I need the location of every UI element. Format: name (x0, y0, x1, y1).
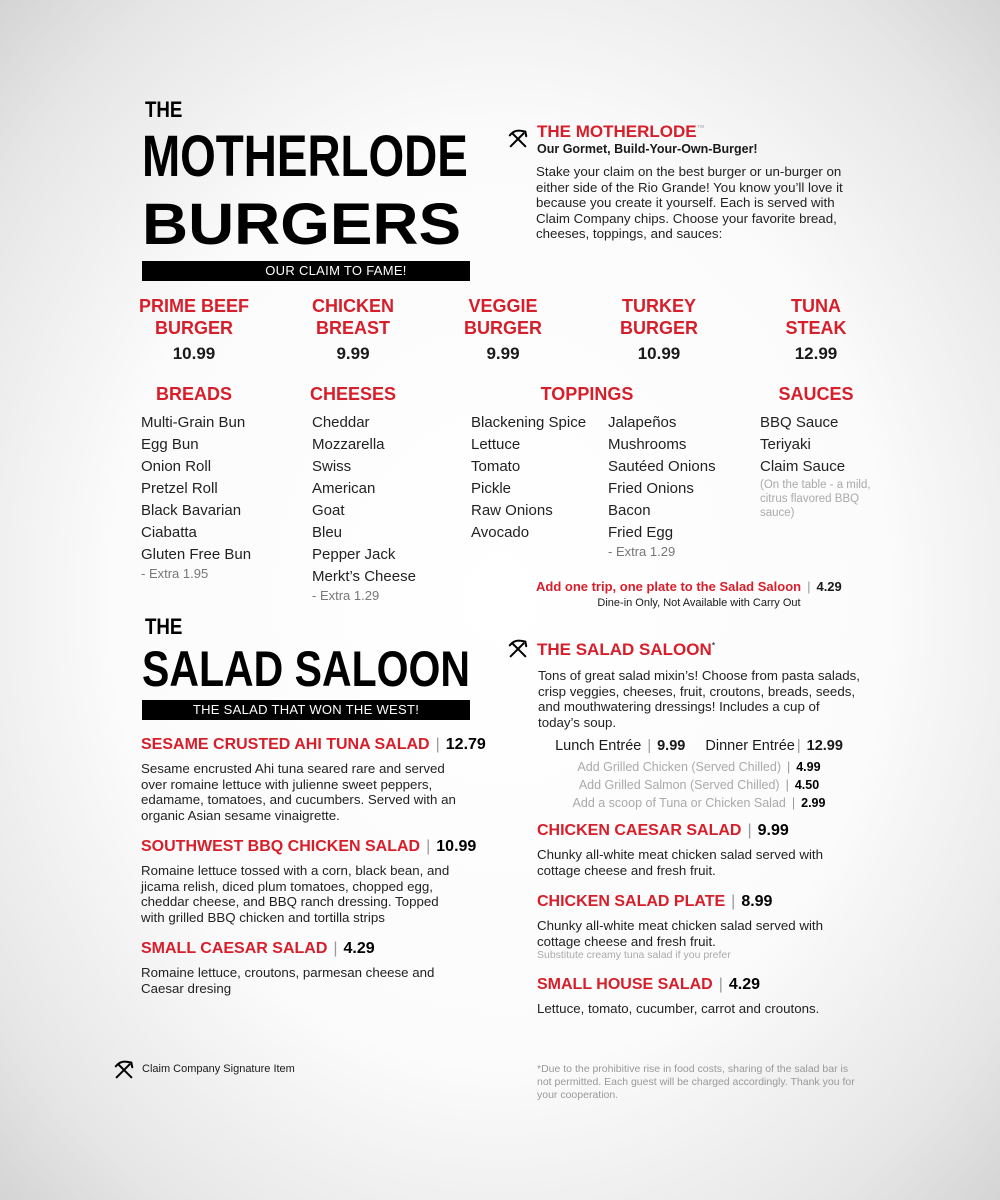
cheeses-heading: CHEESES (309, 384, 397, 404)
salad-description: Lettuce, tomato, cucumber, carrot and croutons. (537, 1001, 820, 1016)
cheese-item: Cheddar (312, 414, 370, 431)
separator: | (426, 838, 431, 855)
breads-heading: BREADS (155, 384, 232, 404)
salad-header (141, 838, 477, 856)
salad-title-the: THE (145, 614, 183, 639)
salad-price: 4.29 (728, 976, 761, 993)
toppings-list-2 (608, 412, 716, 560)
salad-price: 8.99 (741, 893, 773, 910)
sauce-item: Claim Sauce (760, 458, 846, 475)
bread-item: Gluten Free Bun (141, 546, 252, 563)
salad-note: Substitute creamy tuna salad if you prefer (537, 949, 731, 961)
extra-charge: - Extra 1.95 (141, 566, 209, 581)
addon-price: 4.50 (794, 778, 820, 792)
burger-name-line2: BURGER (619, 318, 698, 338)
salad-title-line1: SALAD SALOON (142, 641, 470, 697)
salad-price: 12.79 (445, 736, 486, 753)
pickaxe-icon (507, 638, 529, 660)
salad-saloon-description: Tons of great salad mixin’s! Choose from pasta salads, crisp veggies, cheeses, fruit, croutons, breads, seeds, and mouthwatering dressings! Includes a cup of today’s soup. (538, 668, 860, 730)
toppings-heading: TOPPINGS (540, 384, 634, 404)
salad-description: Romaine lettuce tossed with a corn, black bean, and jicama relish, diced plum tomatoes, chopped egg, cheddar cheese, and BBQ ranch dressing. Topped with grilled BBQ chicken and tortilla strips (141, 863, 450, 925)
bread-item: Multi-Grain Bun (141, 414, 246, 431)
salad-item (141, 940, 471, 996)
salad-tagline: THE SALAD THAT WON THE WEST! (142, 700, 470, 720)
separator: | (333, 940, 338, 957)
topping-item: Mushrooms (608, 436, 687, 453)
burger-price: 10.99 (172, 344, 216, 363)
burgers-tagline: OUR CLAIM TO FAME! (142, 261, 470, 281)
salad-name: CHICKEN SALAD PLATE (537, 893, 726, 910)
burger-name-line2: BREAST (315, 318, 390, 338)
salad-name: SMALL HOUSE SALAD (537, 976, 713, 993)
topping-item: Raw Onions (471, 502, 553, 519)
burger-name (741, 295, 891, 339)
addon-label: Add Grilled Salmon (Served Chilled) (578, 778, 780, 792)
salad-header (141, 736, 486, 754)
sauce-note: (On the table - a mild, citrus flavored BBQ sauce) (760, 479, 871, 519)
burger-name (278, 295, 428, 339)
topping-item: Tomato (471, 458, 521, 475)
pickaxe-icon (113, 1059, 135, 1081)
topping-item: Fried Onions (608, 480, 694, 497)
topping-item: Lettuce (471, 436, 521, 453)
breads-list (141, 412, 251, 582)
salad-price: 10.99 (436, 838, 477, 855)
burger-name-line2: STEAK (785, 318, 847, 338)
trademark: ™ (696, 123, 705, 133)
burger-name (584, 295, 734, 339)
salad-addon-label: Add one trip, one plate to the Salad Saloon (536, 579, 802, 594)
bread-item: Pretzel Roll (141, 480, 218, 497)
salad-saloon-title: THE SALAD SALOON (537, 640, 712, 659)
salad-name: SOUTHWEST BBQ CHICKEN SALAD (141, 838, 421, 855)
topping-item: Bacon (608, 502, 651, 519)
separator: | (731, 893, 736, 910)
salad-header (141, 940, 471, 958)
separator: | (718, 976, 723, 993)
salad-addon-row (536, 758, 862, 776)
sauces-heading: SAUCES (778, 384, 854, 404)
separator: | (791, 796, 796, 810)
burgers-title-line2: BURGERS (142, 192, 462, 257)
salad-addon-row (536, 794, 862, 812)
salad-header (537, 976, 867, 994)
salad-addon-row (536, 776, 862, 794)
addon-label: Add a scoop of Tuna or Chicken Salad (572, 796, 786, 810)
salad-item (537, 893, 867, 961)
topping-item: Fried Egg (608, 524, 674, 541)
sauces-list (760, 412, 875, 520)
addon-price: 2.99 (801, 796, 826, 810)
burger-price: 9.99 (336, 344, 370, 363)
burger-price: 10.99 (637, 344, 681, 363)
bread-item: Ciabatta (141, 524, 197, 541)
bread-item: Egg Bun (141, 436, 199, 453)
topping-item: Pickle (471, 480, 512, 497)
cheese-item: Swiss (312, 458, 352, 475)
salad-item (537, 822, 867, 878)
burgers-title-line1: MOTHERLODE (142, 124, 468, 189)
salad-item (537, 976, 867, 1017)
topping-item: Jalapeños (608, 414, 677, 431)
salad-addon-price: 4.29 (816, 579, 842, 594)
burger-name-line1: PRIME BEEF (138, 296, 249, 316)
cheese-item: Mozzarella (312, 436, 385, 453)
separator: | (435, 736, 440, 753)
topping-item: Avocado (471, 524, 530, 541)
separator: | (747, 822, 752, 839)
asterisk: * (711, 640, 716, 651)
salad-name: SESAME CRUSTED AHI TUNA SALAD (141, 736, 430, 753)
extra-charge: - Extra 1.29 (312, 588, 380, 603)
signature-legend: Claim Company Signature Item (142, 1063, 295, 1075)
toppings-list-1 (471, 412, 586, 544)
salad-description: Chunky all-white meat chicken salad served with cottage cheese and fresh fruit. (537, 847, 824, 878)
burger-price: 12.99 (794, 344, 838, 363)
lunch-price: 9.99 (657, 738, 686, 754)
addon-label: Add Grilled Chicken (Served Chilled) (577, 760, 781, 774)
cheese-item: Bleu (312, 524, 343, 541)
salad-header (537, 822, 867, 840)
motherlode-description: Stake your claim on the best burger or un-burger on either side of the Rio Grande! You know you’ll love it because you create it yourself. Each is served with Claim Company chips. Choose your favorite bread, cheeses, toppings, and sauces: (536, 164, 843, 241)
sauce-item: Teriyaki (760, 436, 811, 453)
cheeses-list (312, 412, 416, 604)
salad-description: Chunky all-white meat chicken salad served with cottage cheese and fresh fruit. (537, 918, 824, 949)
pickaxe-icon (507, 128, 529, 150)
sauce-item: BBQ Sauce (760, 414, 839, 431)
burger-name-line1: TURKEY (621, 296, 696, 316)
cheese-item: American (312, 480, 376, 497)
burger-price: 9.99 (486, 344, 520, 363)
dinner-price: 12.99 (806, 738, 843, 754)
burger-name-line2: BURGER (463, 318, 542, 338)
topping-item: Sautéed Onions (608, 458, 716, 475)
salad-description: Romaine lettuce, croutons, parmesan cheese and Caesar dresing (141, 965, 435, 996)
topping-item: Blackening Spice (471, 414, 587, 431)
salad-description: Sesame encrusted Ahi tuna seared rare and served over romaine lettuce with julienne sweet peppers, edamame, tomatoes, and cucumbers. Served with an organic Asian sesame vinaigrette. (141, 761, 456, 823)
salad-addon-note: Dine-in Only, Not Available with Carry Out (597, 597, 801, 609)
addon-price: 4.99 (796, 760, 821, 774)
motherlode-title: THE MOTHERLODE (537, 122, 697, 141)
motherlode-subtitle: Our Gormet, Build-Your-Own-Burger! (537, 142, 758, 156)
extra-charge: - Extra 1.29 (608, 544, 676, 559)
salad-price: 4.29 (343, 940, 375, 957)
salad-price: 9.99 (757, 822, 789, 839)
burger-name-line2: BURGER (154, 318, 233, 338)
bread-item: Black Bavarian (141, 502, 242, 519)
separator: | (786, 760, 791, 774)
dinner-label: Dinner Entrée (705, 738, 795, 754)
salad-name: SMALL CAESAR SALAD (141, 940, 328, 957)
lunch-label: Lunch Entrée (555, 738, 642, 754)
separator: | (785, 778, 789, 792)
cheese-item: Pepper Jack (312, 546, 396, 563)
bread-item: Onion Roll (141, 458, 212, 475)
salad-name: CHICKEN CAESAR SALAD (537, 822, 742, 839)
disclaimer: *Due to the prohibitive rise in food costs, sharing of the salad bar is not permitted. Each guest will be charged accordingly. Thank you for your cooperation. (537, 1063, 855, 1101)
burger-name-line1: TUNA (791, 296, 841, 316)
burger-name (119, 295, 269, 339)
burger-name (428, 295, 578, 339)
burger-name-line1: CHICKEN (311, 296, 394, 316)
salad-item (141, 736, 486, 823)
cheese-item: Goat (312, 502, 345, 519)
salad-header (537, 893, 867, 911)
burgers-title-the: THE (145, 97, 183, 122)
cheese-item: Merkt’s Cheese (312, 568, 416, 585)
burger-name-line1: VEGGIE (468, 296, 538, 316)
salad-item (141, 838, 477, 925)
